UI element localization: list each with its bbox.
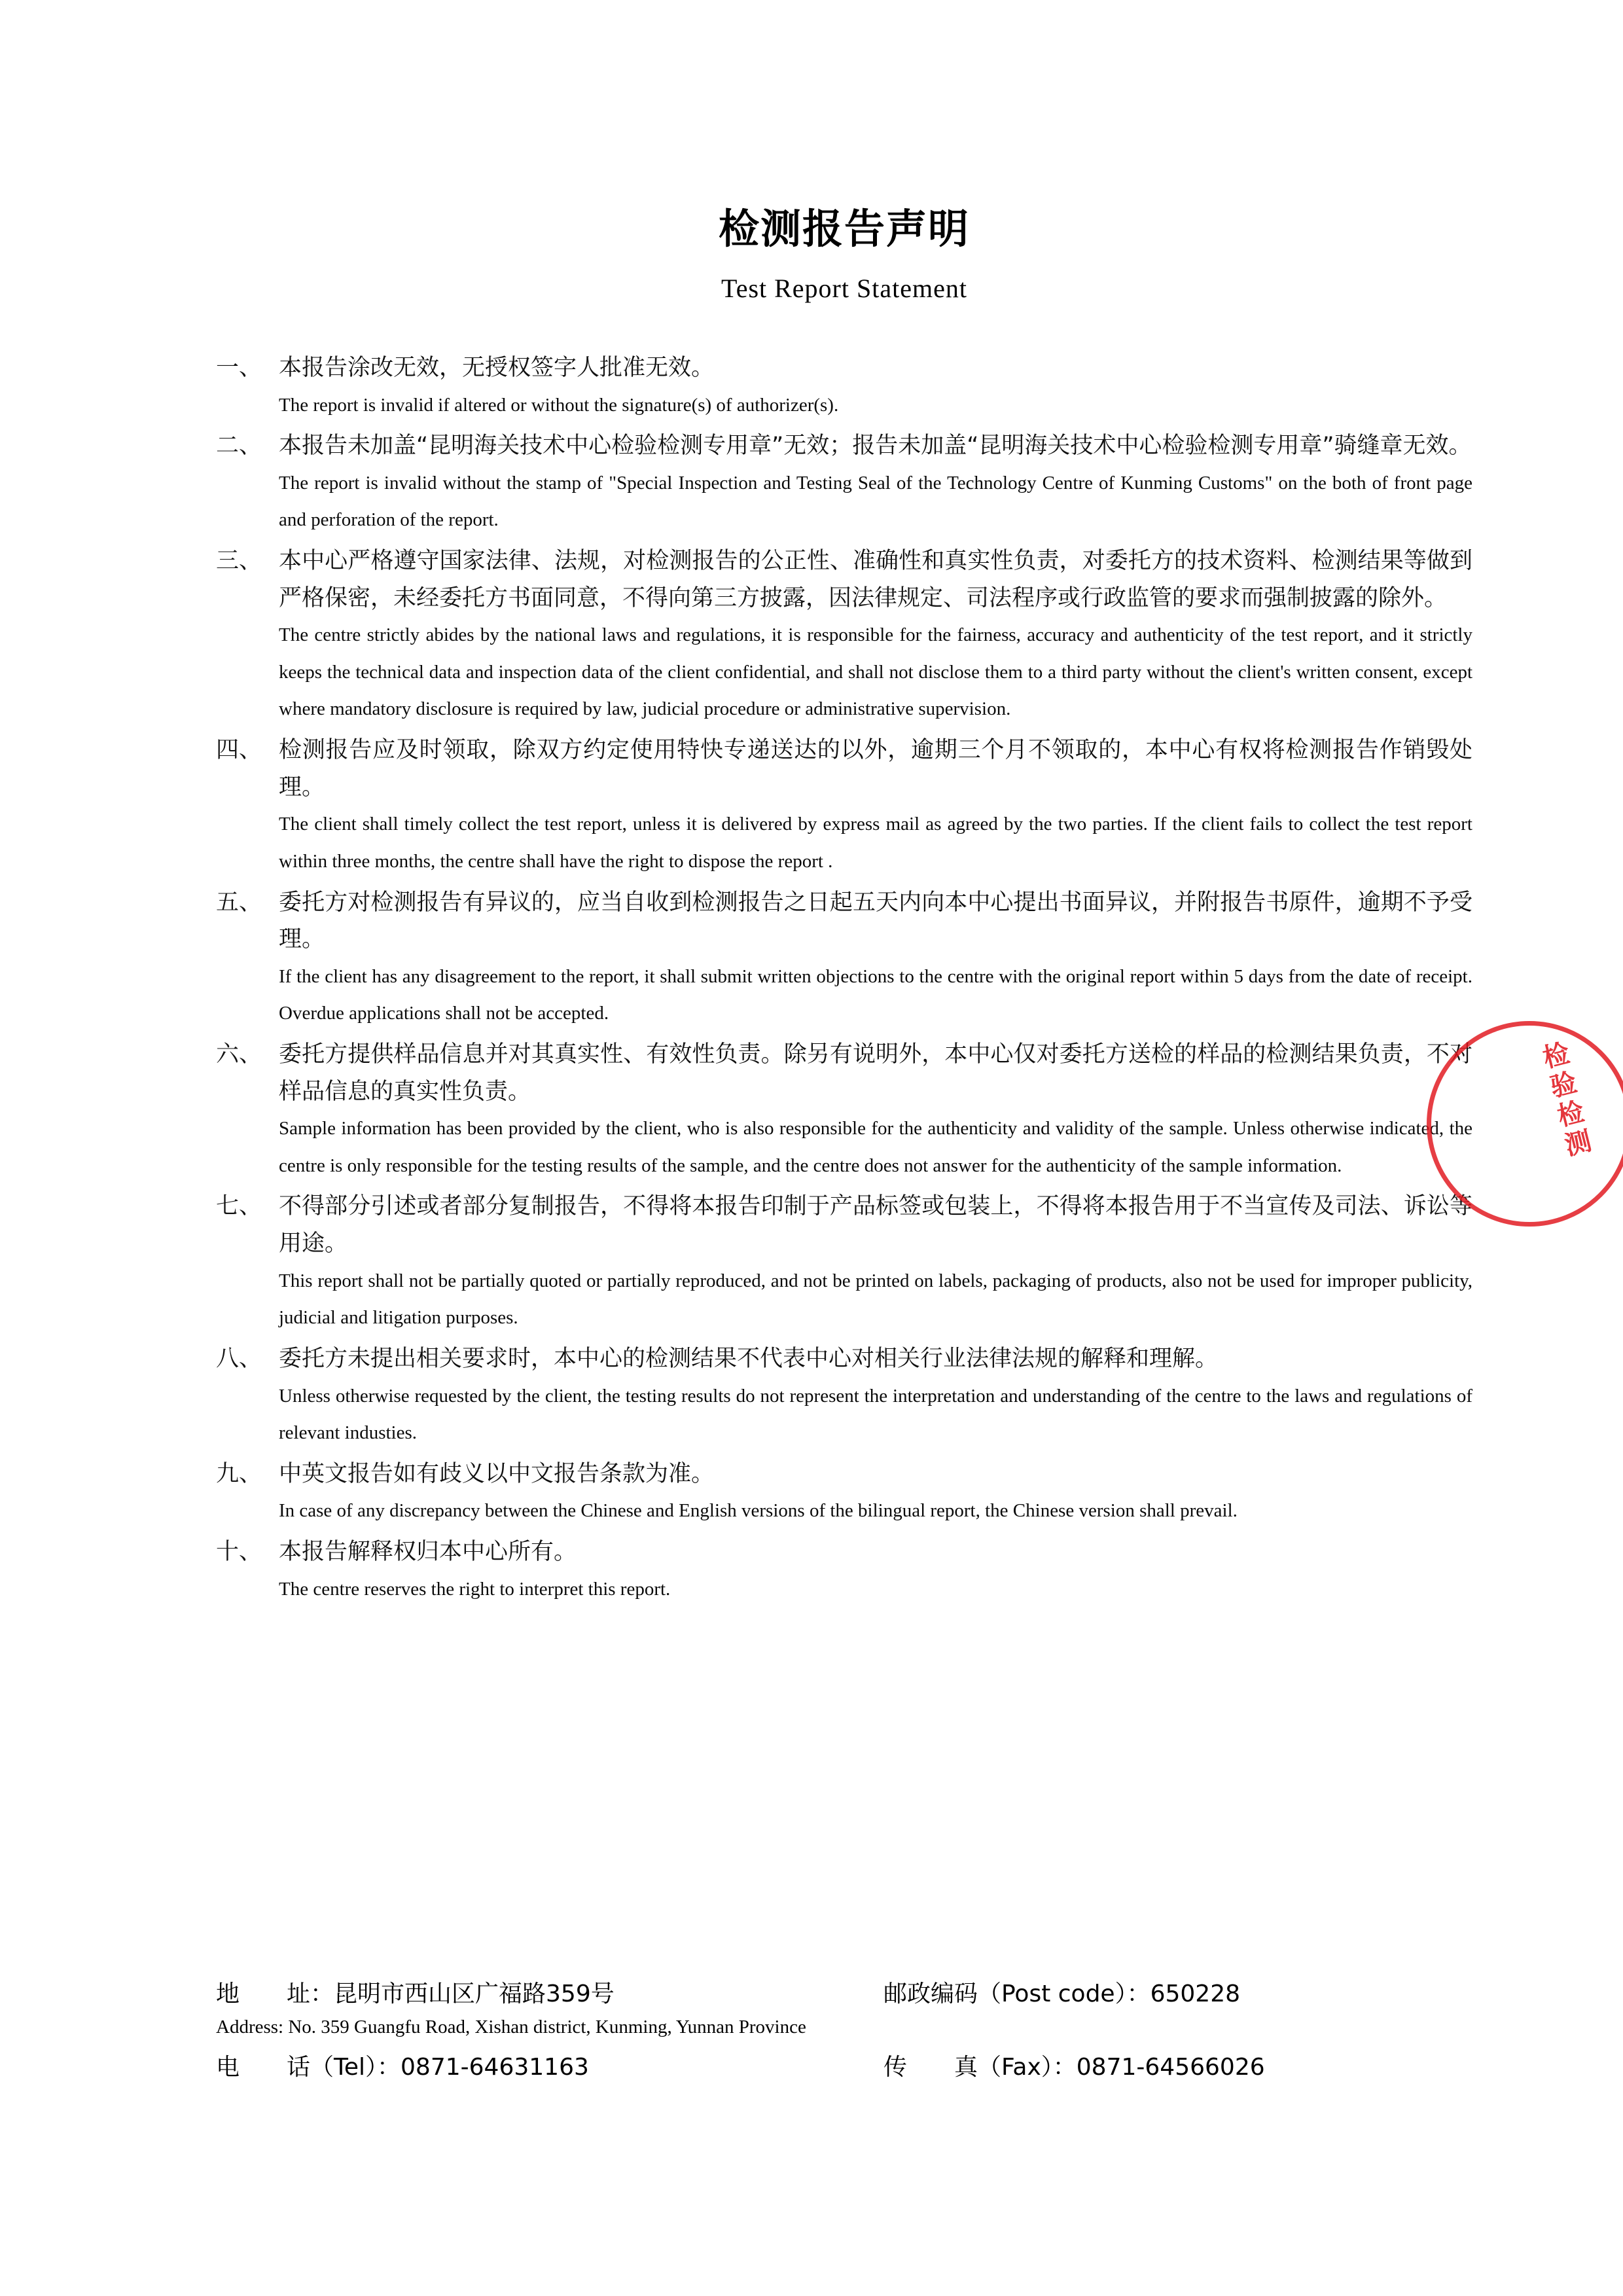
clause-item: [216, 543, 1472, 728]
footer-address-value: 昆明市西山区广福路359号: [334, 1981, 615, 2007]
clause-text-cn: 委托方未提出相关要求时，本中心的检测结果不代表中心对相关行业法律法规的解释和理解。: [279, 1345, 1219, 1372]
page-footer: [216, 1977, 1472, 2085]
clause-item: [216, 1534, 1472, 1607]
footer-contact-line: [216, 2050, 1472, 2085]
clause-number: 二、: [216, 433, 262, 459]
clause-text-cn: 检测报告应及时领取，除双方约定使用特快专递送达的以外，逾期三个月不领取的，本中心有权将检测报告作销毁处理。: [279, 737, 1472, 800]
clause-text-en: The centre reserves the right to interpret this report.: [279, 1578, 671, 1600]
footer-address-en: Address: No. 359 Guangfu Road, Xishan district, Kunming, Yunnan Province: [216, 2017, 806, 2037]
clause-number: 十、: [216, 1538, 262, 1565]
clause-text-en: The centre strictly abides by the national laws and regulations, it is responsible for the fairness, accuracy and authenticity of the test report, and it strictly keeps the technical data and inspection data of the client confidential, and shall not disclose them to a third party without the client's written consent, except where mandatory disclosure is required by law, judicial procedure or administrative supervision.: [279, 624, 1472, 720]
footer-postcode-value: 650228: [1150, 1981, 1241, 2007]
clause-text-cn: 本报告涂改无效，无授权签字人批准无效。: [279, 355, 715, 381]
clause-item: [216, 884, 1472, 1032]
footer-address-label: 地 址：: [216, 1981, 334, 2007]
clause-number: 七、: [216, 1193, 262, 1220]
clause-text-en: If the client has any disagreement to the report, it shall submit written objections to the centre with the original report within 5 days from the date of receipt. Overdue applications shall not be accepted.: [279, 965, 1472, 1024]
clause-text-en: In case of any discrepancy between the Chinese and English versions of the bilingual report, the Chinese version shall prevail.: [279, 1500, 1238, 1522]
clause-text-en: This report shall not be partially quoted or partially reproduced, and not be printed on labels, packaging of products, also not be used for improper publicity, judicial and litigation purposes.: [279, 1270, 1472, 1329]
clause-text-cn: 不得部分引述或者部分复制报告，不得将本报告印制于产品标签或包装上，不得将本报告用于不当宣传及司法、诉讼等用途。: [279, 1193, 1472, 1257]
footer-postcode-label: 邮政编码（Post code）：: [883, 1981, 1150, 2007]
footer-fax-label: 传 真（Fax）：: [883, 2053, 1077, 2081]
clause-text-en: The client shall timely collect the test report, unless it is delivered by express mail as agreed by the two parties. If the client fails to collect the test report within three months, the centre shall have the right to dispose the report .: [279, 814, 1472, 872]
clause-item: [216, 1188, 1472, 1336]
clause-number: 五、: [216, 889, 262, 916]
clause-item: [216, 1340, 1472, 1452]
footer-postcode: [883, 1977, 1472, 2012]
clause-text-en: The report is invalid if altered or without the signature(s) of authorizer(s).: [279, 394, 839, 416]
footer-tel: [216, 2050, 883, 2085]
clause-text-cn: 中英文报告如有歧义以中文报告条款为准。: [279, 1460, 715, 1487]
clause-number: 三、: [216, 548, 262, 575]
clause-text-en: Sample information has been provided by the client, who is also responsible for the authenticity and validity of the sample. Unless otherwise indicated, the centre is only responsible for the testing results of the sample, and the centre does not answer for the authenticity of the sample information.: [279, 1118, 1472, 1176]
clause-number: 一、: [216, 355, 262, 381]
footer-tel-value: 0871-64631163: [401, 2053, 589, 2081]
clause-number: 九、: [216, 1460, 262, 1487]
clause-text-cn: 本中心严格遵守国家法律、法规，对检测报告的公正性、准确性和真实性负责，对委托方的技术资料、检测结果等做到严格保密，未经委托方书面同意，不得向第三方披露，因法律规定、司法程序或行政监管的要求而强制披露的除外。: [279, 548, 1472, 611]
clause-text-en: Unless otherwise requested by the client, the testing results do not represent the interpretation and understanding of the centre to the laws and regulations of relevant industies.: [279, 1385, 1472, 1444]
clause-text-cn: 本报告解释权归本中心所有。: [279, 1538, 577, 1565]
footer-tel-label: 电 话（Tel）：: [216, 2053, 401, 2081]
clause-item: [216, 1456, 1472, 1530]
footer-fax: [883, 2050, 1472, 2085]
clause-item: [216, 427, 1472, 539]
clause-text-cn: 委托方提供样品信息并对其真实性、有效性负责。除另有说明外，本中心仅对委托方送检的样品的检测结果负责，不对样品信息的真实性负责。: [279, 1041, 1472, 1105]
clause-item: [216, 732, 1472, 880]
footer-fax-value: 0871-64566026: [1076, 2053, 1265, 2081]
clause-number: 四、: [216, 737, 262, 764]
seal-text: 检验检测: [1536, 1039, 1595, 1163]
clause-number: 六、: [216, 1041, 262, 1067]
clause-text-en: The report is invalid without the stamp of "Special Inspection and Testing Seal of the Technology Centre of Kunming Customs" on the both of front page and perforation of the report.: [279, 472, 1472, 531]
clause-text-cn: 委托方对检测报告有异议的，应当自收到检测报告之日起五天内向本中心提出书面异议，并附报告书原件，逾期不予受理。: [279, 889, 1472, 953]
page-title: 检测报告声明: [718, 205, 970, 253]
clause-text-cn: 本报告未加盖“昆明海关技术中心检验检测专用章”无效；报告未加盖“昆明海关技术中心检验检测专用章”骑缝章无效。: [279, 433, 1472, 459]
footer-address: [216, 1977, 883, 2012]
clause-number: 八、: [216, 1345, 262, 1372]
clause-item: [216, 1036, 1472, 1184]
page-subtitle: Test Report Statement: [721, 274, 967, 303]
footer-address-line: [216, 1977, 1472, 2012]
clause-item: [216, 350, 1472, 423]
